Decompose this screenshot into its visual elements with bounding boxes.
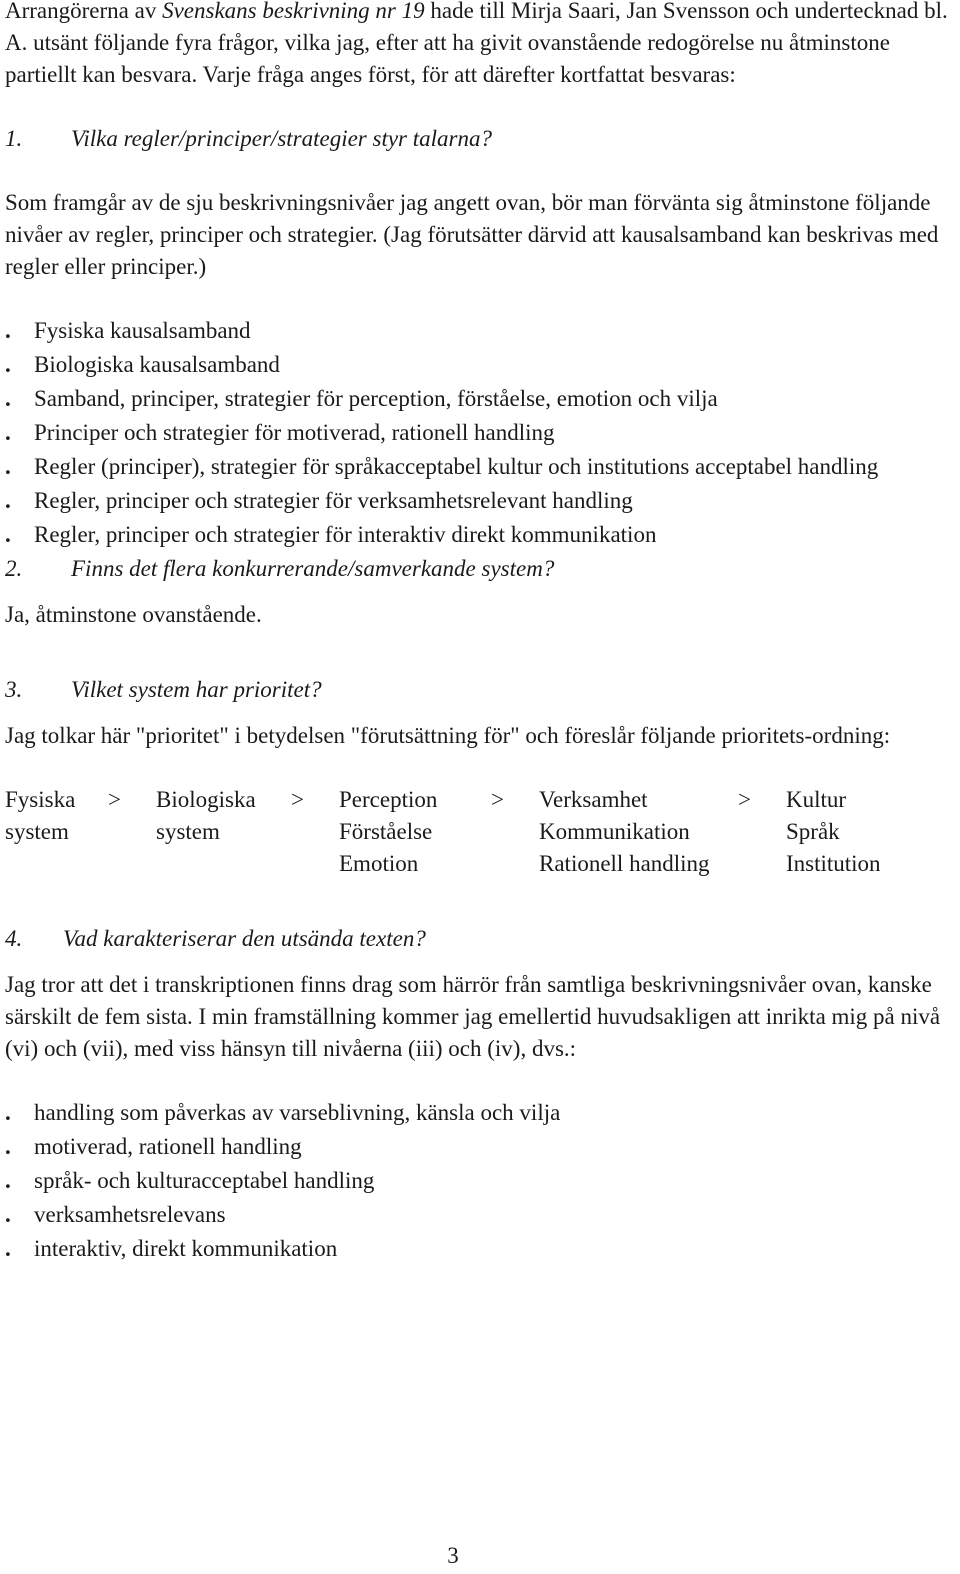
empty-cell — [108, 816, 156, 848]
bullet-icon: . — [5, 352, 11, 377]
bullet-icon: . — [5, 1168, 11, 1193]
answer-2: Ja, åtminstone ovanstående. — [5, 602, 262, 627]
list-item-text: Samband, principer, strategier för perception, förståelse, emotion och vilja — [34, 386, 718, 411]
list-item — [5, 1097, 955, 1129]
rule-level-list — [5, 315, 955, 551]
table-cell: Förståelse — [339, 819, 433, 844]
publication-title: Svenskans beskrivning nr 19 — [162, 0, 425, 23]
list-item-text: handling som påverkas av varseblivning, känsla och vilja — [34, 1100, 561, 1125]
bullet-icon: . — [5, 420, 11, 445]
question-1 — [5, 123, 955, 155]
list-item — [5, 485, 955, 517]
question-2 — [5, 553, 955, 585]
question-2-number: 2. — [5, 556, 23, 581]
table-cell: Emotion — [339, 851, 419, 876]
question-3-number: 3. — [5, 677, 23, 702]
list-item — [5, 349, 955, 381]
table-cell: Fysiska — [5, 787, 76, 812]
priority-arrow: > — [291, 787, 304, 812]
table-cell: Rationell handling — [539, 851, 710, 876]
table-cell: Språk — [786, 819, 840, 844]
list-item-text: Principer och strategier för motiverad, rationell handling — [34, 420, 555, 445]
table-cell: Perception — [339, 787, 438, 812]
answer-4: Jag tror att det i transkriptionen finns drag som härrör från samtliga beskrivningsnivåer ovan, kanske särskilt de fem sista. I min framställning kommer jag emellertid huvudsakligen att inrikta mig på nivå (vi) och (vii), med viss hänsyn till nivåerna (iii) och (iv), dvs.: — [5, 972, 941, 1061]
list-item-text: Biologiska kausalsamband — [34, 352, 280, 377]
intro-text-start: Arrangörerna av — [5, 0, 163, 23]
empty-cell — [738, 816, 786, 848]
list-item — [5, 1233, 955, 1265]
bullet-icon: . — [5, 1202, 11, 1227]
list-item — [5, 1165, 955, 1197]
table-cell — [5, 848, 108, 880]
empty-cell — [491, 848, 539, 880]
table-cell: Kultur — [786, 787, 847, 812]
answer-1: Som framgår av de sju beskrivningsnivåer jag angett ovan, bör man förvänta sig åtminstone följande nivåer av regler, principer och strategier. (Jag förutsätter därvid att kausalsamband kan beskrivas med regler eller principer.) — [5, 190, 939, 279]
intro-text-end: hade till Mirja Saari, Jan Svensson och undertecknad bl. A. utsänt följande fyra frågor, vilka jag, efter att ha givit ovanstående redogörelse nu åtminstone partiellt kan besvara. Varje fråga anges först, för att därefter kortfattat besvaras: — [5, 0, 948, 87]
bullet-icon: . — [5, 1100, 11, 1125]
question-3-text: Vilket system har prioritet? — [71, 677, 322, 702]
table-row — [5, 784, 946, 816]
focus-level-list — [5, 1097, 955, 1265]
question-4 — [5, 923, 955, 955]
list-item — [5, 451, 955, 483]
question-4-number: 4. — [5, 926, 23, 951]
document-page — [5, 0, 955, 1267]
priority-arrow: > — [108, 787, 121, 812]
priority-arrow: > — [738, 787, 751, 812]
list-item-text: interaktiv, direkt kommunikation — [34, 1236, 338, 1261]
list-item-text: Regler, principer och strategier för interaktiv direkt kommunikation — [34, 522, 657, 547]
table-cell: system — [156, 819, 220, 844]
empty-cell — [491, 816, 539, 848]
bullet-icon: . — [5, 522, 11, 547]
table-cell: Institution — [786, 851, 881, 876]
bullet-icon: . — [5, 318, 11, 343]
list-item-text: Fysiska kausalsamband — [34, 318, 251, 343]
table-cell — [156, 848, 291, 880]
table-cell: Biologiska — [156, 787, 256, 812]
empty-cell — [291, 848, 339, 880]
question-3 — [5, 674, 955, 706]
list-item — [5, 383, 955, 415]
table-cell: Verksamhet — [539, 787, 648, 812]
table-cell: Kommunikation — [539, 819, 690, 844]
answer-3: Jag tolkar här "prioritet" i betydelsen "förutsättning för" och föreslår följande prioritets-ordning: — [5, 723, 891, 748]
table-cell: system — [5, 819, 69, 844]
priority-order-table — [5, 784, 946, 880]
list-item — [5, 519, 955, 551]
question-2-text: Finns det flera konkurrerande/samverkande system? — [71, 556, 555, 581]
list-item — [5, 1131, 955, 1163]
empty-cell — [291, 816, 339, 848]
bullet-icon: . — [5, 386, 11, 411]
list-item-text: motiverad, rationell handling — [34, 1134, 302, 1159]
list-item-text: Regler (principer), strategier för språkacceptabel kultur och institutions acceptabel handling — [34, 454, 879, 479]
question-1-text: Vilka regler/principer/strategier styr talarna? — [71, 126, 492, 151]
empty-cell — [108, 848, 156, 880]
list-item — [5, 315, 955, 347]
list-item-text: verksamhetsrelevans — [34, 1202, 226, 1227]
table-row — [5, 816, 946, 848]
bullet-icon: . — [5, 454, 11, 479]
bullet-icon: . — [5, 1134, 11, 1159]
page-number: 3 — [447, 1543, 459, 1568]
priority-arrow: > — [491, 787, 504, 812]
list-item — [5, 417, 955, 449]
question-1-number: 1. — [5, 126, 23, 151]
table-row — [5, 848, 946, 880]
empty-cell — [738, 848, 786, 880]
list-item — [5, 1199, 955, 1231]
list-item-text: språk- och kulturacceptabel handling — [34, 1168, 375, 1193]
bullet-icon: . — [5, 1236, 11, 1261]
bullet-icon: . — [5, 488, 11, 513]
list-item-text: Regler, principer och strategier för verksamhetsrelevant handling — [34, 488, 633, 513]
question-4-text: Vad karakteriserar den utsända texten? — [63, 926, 426, 951]
intro-paragraph — [5, 0, 955, 91]
